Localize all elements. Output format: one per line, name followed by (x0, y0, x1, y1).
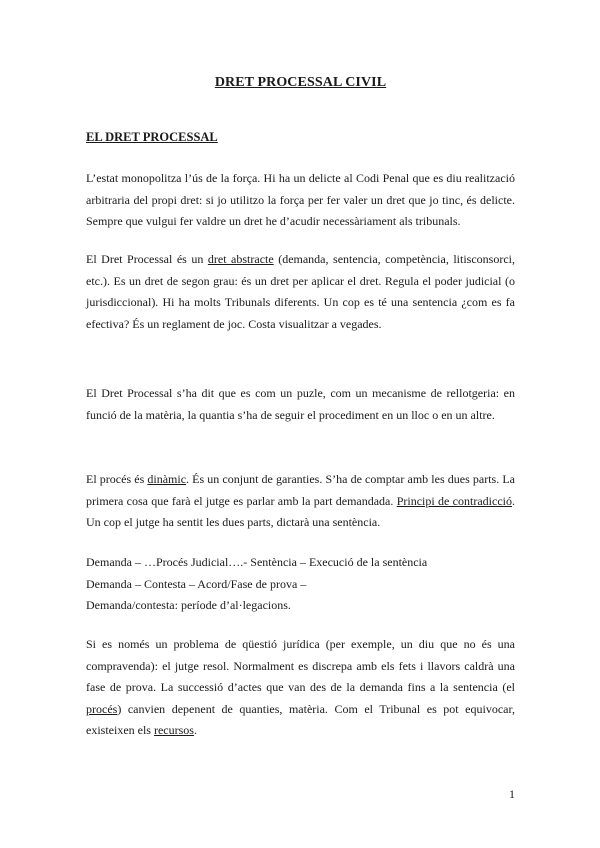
paragraph-4-text-a: El procés és (86, 472, 148, 486)
procedure-list (86, 552, 515, 617)
paragraph-4-text-b: . És un conjunt de garanties. S’ha de comptar amb les dues parts. La primera cosa que farà el jutge es parlar amb la part demandada. (86, 472, 515, 508)
paragraph-2-text-a: El Dret Processal és un (86, 252, 208, 266)
paragraph-5-text-b: ) canvien depenent de quanties, matèria. Com el Tribunal es pot equivocar, existeixen els (86, 701, 515, 737)
paragraph-4 (86, 469, 515, 534)
document-page (86, 0, 515, 848)
term-proces: procés (86, 701, 118, 716)
document-title: DRET PROCESSAL CIVIL (214, 75, 387, 90)
section-heading: EL DRET PROCESSAL (86, 130, 218, 144)
paragraph-3: El Dret Processal s’ha dit que es com un puzle, com un mecanisme de rellotgeria: en funció de la matèria, la quantia s’ha de seguir el procediment en un lloc o en un altre. (86, 386, 515, 422)
paragraph-2 (86, 249, 515, 335)
list-item: Demanda – …Procés Judicial….- Sentència – Execució de la sentència (86, 555, 428, 569)
term-dret-abstracte: dret abstracte (207, 252, 274, 266)
term-recursos: recursos (153, 723, 194, 737)
term-dinamic: dinàmic (147, 472, 187, 486)
paragraph-1: L’estat monopolitza l’ús de la força. Hi ha un delicte al Codi Penal que es diu realització arbitraria del propi dret: si jo utilitzo la força per fer valer un dret que jo tinc, és delicte. Sempre que vulgui fer valdre un dret he d’acudir necessàriament als tribunals. (86, 171, 515, 228)
paragraph-2-text-b: (demanda, sentencia, competència, litisconsorci, etc.). Es un dret de segon grau: és un dret per aplicar el dret. Regula el poder judicial (o jurisdiccional). Hi ha molts Tribunals diferents. Un cop es té una sentencia ¿com es fa efectiva? És un reglament de joc. Costa visualitzar a vegades. (86, 252, 515, 331)
page-number: 1 (509, 787, 515, 801)
list-item: Demanda – Contesta – Acord/Fase de prova – (86, 576, 307, 591)
paragraph-5 (86, 634, 515, 742)
paragraph-5-text-a: Si es només un problema de qüestió jurídica (per exemple, un diu que no és una compravenda): el jutge resol. Normalment es discrepa amb els fets i llavors caldrà una fase de prova. La successió d’actes que van des de la demanda fins a la sentencia (el (86, 637, 515, 694)
paragraph-5-text-c: . (193, 723, 197, 737)
paragraph-4-text-c: . Un cop el jutge ha sentit les dues parts, dictarà una sentència. (86, 493, 515, 529)
term-principi-contradiccio: Principi de contradicció (396, 493, 512, 508)
list-item: Demanda/contesta: període d’al·legacions. (86, 598, 291, 612)
